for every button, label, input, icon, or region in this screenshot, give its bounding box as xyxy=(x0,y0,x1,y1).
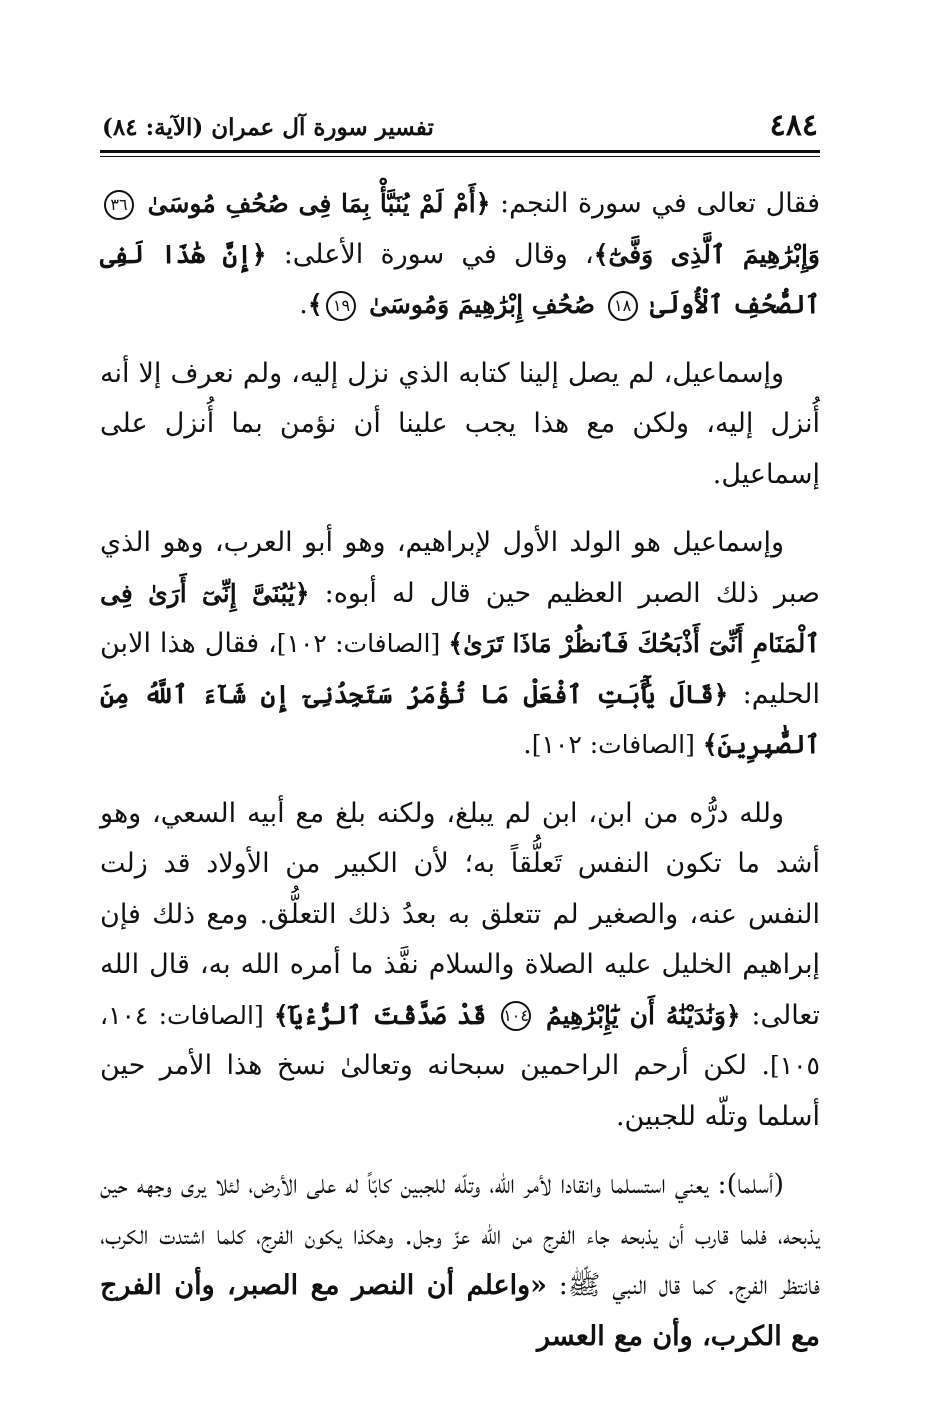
text: ، وقال في سورة الأعلى: xyxy=(266,238,594,270)
quran-verse: ﴿أَمْ لَمْ يُنَبَّأْ بِمَا فِى صُحُفِ مُوسَىٰ xyxy=(147,189,491,218)
quran-verse: قَدْ صَدَّقْتَ ٱلرُّءْيَآ﴾ xyxy=(273,1000,487,1030)
paragraph-1 xyxy=(100,179,820,331)
page-number: ٤٨٤ xyxy=(769,108,818,143)
paragraph-5 xyxy=(100,1160,820,1362)
verse-reference: [الصافات: ١٠٤، ١٠٥] xyxy=(100,1000,820,1080)
book-page xyxy=(100,108,820,1378)
text: وإسماعيل هو الولد الأول لإبراهيم، وهو أبو العرب، وهو الذي صبر ذلك الصبر العظيم حين قال له أبوه: xyxy=(100,527,820,609)
quran-verse: ﴾ xyxy=(307,290,323,319)
ayah-number-marker: ١٠٤ xyxy=(501,1001,531,1031)
quran-verse: صُحُفِ إِبْرَٰهِيمَ وَمُوسَىٰ xyxy=(369,290,595,319)
quran-verse: ﴿قَالَ يَٰٓأَبَتِ ٱفْعَلْ مَا تُؤْمَرُ سَتَجِدُنِىٓ إِن شَآءَ ٱللَّهُ مِنَ ٱلصَّٰبِرِينَ﴾ xyxy=(100,679,820,759)
body-text xyxy=(100,179,820,1362)
quran-verse: وَإِبْرَٰهِيمَ ٱلَّذِى وَفَّىٰٓ﴾ xyxy=(593,239,821,269)
quran-verse: ﴿وَنَٰدَيْنَٰهُ أَن يَٰٓإِبْرَٰهِيمُ xyxy=(545,1000,741,1030)
ayah-number-marker: ١٩ xyxy=(326,291,356,321)
paragraph-4 xyxy=(100,789,820,1143)
text: فقال تعالى في سورة النجم: xyxy=(490,188,820,219)
text: . لكن أرحم الراحمين سبحانه وتعالىٰ نسخ هذا الأمر حين أسلما وتلّه للجبين. xyxy=(100,1050,820,1132)
quran-verse: ﴿يَٰبُنَىَّ إِنِّىٓ أَرَىٰ فِى ٱلْمَنَامِ أَنِّىٓ أَذْبَحُكَ فَٱنظُرْ مَاذَا تَرَىٰ﴾ xyxy=(100,578,820,658)
text: . xyxy=(523,729,532,760)
header-rule-thin xyxy=(100,156,820,157)
ayah-number-marker: ٣٦ xyxy=(104,190,134,220)
running-header xyxy=(100,108,820,144)
header-title: تفسير سورة آل عمران (الآية: ٨٤) xyxy=(102,114,434,141)
verse-reference: [الصافات: ١٠٢] xyxy=(276,629,449,658)
paragraph-3 xyxy=(100,518,820,771)
quran-verse: ﴿إِنَّ هَٰذَا لَفِى ٱلصُّحُفِ ٱلْأُولَىٰ xyxy=(100,239,820,319)
verse-reference: [الصافات: ١٠٢] xyxy=(531,730,703,759)
text: ولله درُّه من ابن، ابن لم يبلغ، ولكنه بلغ مع أبيه السعي، وهو أشد ما تكون النفس تَعلُّقاً به؛ لأن الكبير من الأولاد قد زلت النفس عنه، والصغير لم تتعلق به بعدُ ذلك التعلُّق. ومع ذلك فإن إبراهيم الخليل عليه الصلاة والسلام نفَّذ ما أمره الله به، قال الله تعالى: xyxy=(100,797,820,1031)
hadith-quote: «واعلم أن النصر مع الصبر، وأن الفرج مع الكرب، وأن مع العسر xyxy=(100,1270,820,1352)
text: ، فقال هذا الابن الحليم: xyxy=(100,628,820,710)
paragraph-2: وإسماعيل، لم يصل إلينا كتابه الذي نزل إليه، ولم نعرف إلا أنه أُنزل إليه، ولكن مع هذا يجب علينا أن نؤمن بما أُنزل على إسماعيل. xyxy=(100,357,820,490)
text: (أسلما): يعني استسلما وانقادا لأمر الله، وتلّه للجبين كابّاً له على الأرض، لئلا يرى وجهه حين يذبحه، فلما قارب أن يذبحه جاء الفرج من الله عزّ وجل. وهكذا يكون الفرج، كلما اشتدت الكرب، فانتظر الفرج. كما قال النبي ﷺ: xyxy=(100,1169,820,1301)
ayah-number-marker: ١٨ xyxy=(608,291,638,321)
text: . xyxy=(299,289,308,320)
header-rule-thick xyxy=(100,150,820,153)
